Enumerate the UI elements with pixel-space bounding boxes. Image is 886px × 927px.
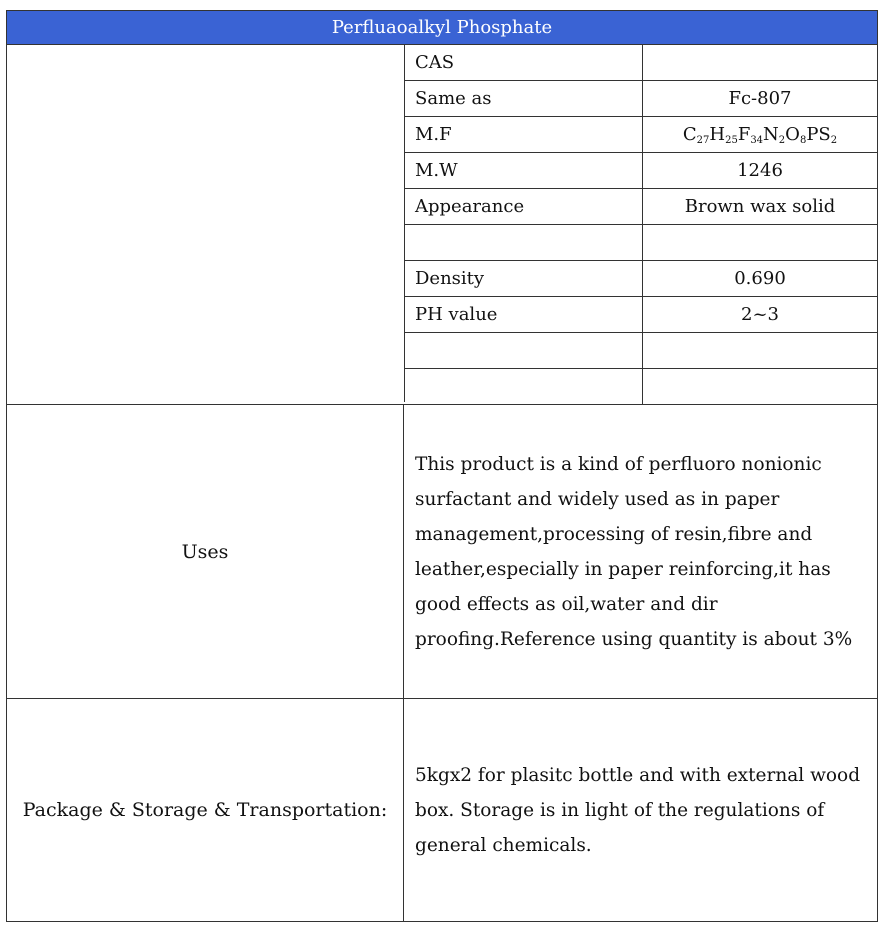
property-name: M.F: [405, 117, 643, 152]
property-value: 2~3: [741, 304, 779, 325]
property-name: Appearance: [405, 189, 643, 224]
property-name: [405, 369, 643, 405]
product-table: [6, 10, 878, 922]
property-value: [643, 225, 877, 260]
table-row: [405, 333, 877, 369]
property-value: Fc-807: [728, 88, 792, 109]
property-value: [643, 369, 877, 405]
table-title: Perfluaoalkyl Phosphate: [7, 11, 877, 45]
uses-label: Uses: [7, 405, 404, 698]
table-row: [405, 81, 877, 117]
uses-text: This product is a kind of perfluoro nonionic surfactant and widely used as in paper management,processing of resin,fibre and leather,especially in paper reinforcing,it has good effects as oil,water and dir proofing.Reference using quantity is about 3%: [415, 453, 853, 650]
property-value: [643, 333, 877, 368]
table-row: [405, 297, 877, 333]
property-value: 1246: [737, 160, 783, 181]
property-value: Brown wax solid: [684, 196, 836, 217]
package-text: 5kgx2 for plasitc bottle and with external wood box. Storage is in light of the regulations of general chemicals.: [415, 764, 861, 856]
table-row: [405, 45, 877, 81]
property-value: [643, 45, 877, 80]
properties-image-cell: [7, 45, 405, 402]
package-label: Package & Storage & Transportation:: [7, 699, 404, 921]
property-name: M.W: [405, 153, 643, 188]
property-name: [405, 333, 643, 368]
table-row: [405, 189, 877, 225]
property-name: Same as: [405, 81, 643, 116]
property-value: 0.690: [734, 268, 786, 289]
table-row: [405, 225, 877, 261]
molecular-formula: $C_{27}H_{25}F_{34}N_2O_8PS_2$: [682, 124, 838, 146]
table-row: [405, 117, 877, 153]
property-name: Density: [405, 261, 643, 296]
property-name: CAS: [405, 45, 643, 80]
table-row: [405, 261, 877, 297]
table-row: [405, 153, 877, 189]
table-row: [405, 369, 877, 405]
property-name: [405, 225, 643, 260]
property-name: PH value: [405, 297, 643, 332]
